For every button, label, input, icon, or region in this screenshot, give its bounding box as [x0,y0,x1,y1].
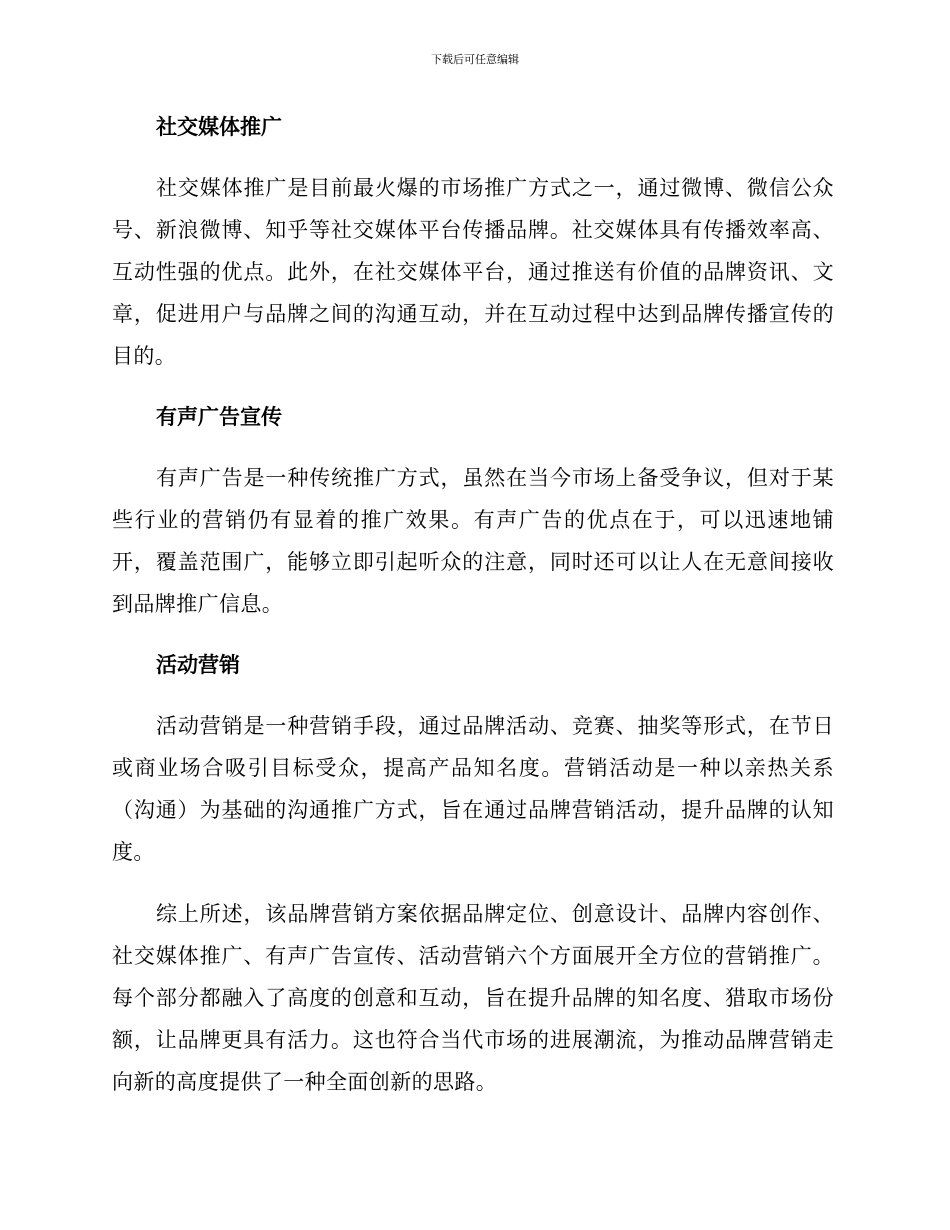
page-header: 下载后可任意编辑 [431,53,519,66]
section-heading-audio-ads: 有声广告宣传 [156,405,282,429]
section-paragraph-social-media: 社交媒体推广是目前最火爆的市场推广方式之一，通过微博、微信公众号、新浪微博、知乎等社交媒体平台传播品牌。社交媒体具有传播效率高、互动性强的优点。此外，在社交媒体平台，通过推送有价值的品牌资讯、文章，促进用户与品牌之间的沟通互动，并在互动过程中达到品牌传播宣传的目的。 [112,176,834,368]
section-heading-social-media: 社交媒体推广 [156,115,282,139]
conclusion-paragraph: 综上所述，该品牌营销方案依据品牌定位、创意设计、品牌内容创作、社交媒体推广、有声广告宣传、活动营销六个方面展开全方位的营销推广。每个部分都融入了高度的创意和互动，旨在提升品牌的知名度、猎取市场份额，让品牌更具有活力。这也符合当代市场的进展潮流，为推动品牌营销走向新的高度提供了一种全面创新的思路。 [112,902,834,1094]
document-body [112,107,834,1123]
section-paragraph-event-marketing: 活动营销是一种营销手段，通过品牌活动、竞赛、抽奖等形式，在节日或商业场合吸引目标受众，提高产品知名度。营销活动是一种以亲热关系（沟通）为基础的沟通推广方式，旨在通过品牌营销活动，提升品牌的认知度。 [112,714,834,864]
section-heading-event-marketing: 活动营销 [156,653,240,677]
section-paragraph-audio-ads: 有声广告是一种传统推广方式，虽然在当今市场上备受争议，但对于某些行业的营销仍有显着的推广效果。有声广告的优点在于，可以迅速地铺开，覆盖范围广，能够立即引起听众的注意，同时还可以让人在无意间接收到品牌推广信息。 [112,466,834,616]
